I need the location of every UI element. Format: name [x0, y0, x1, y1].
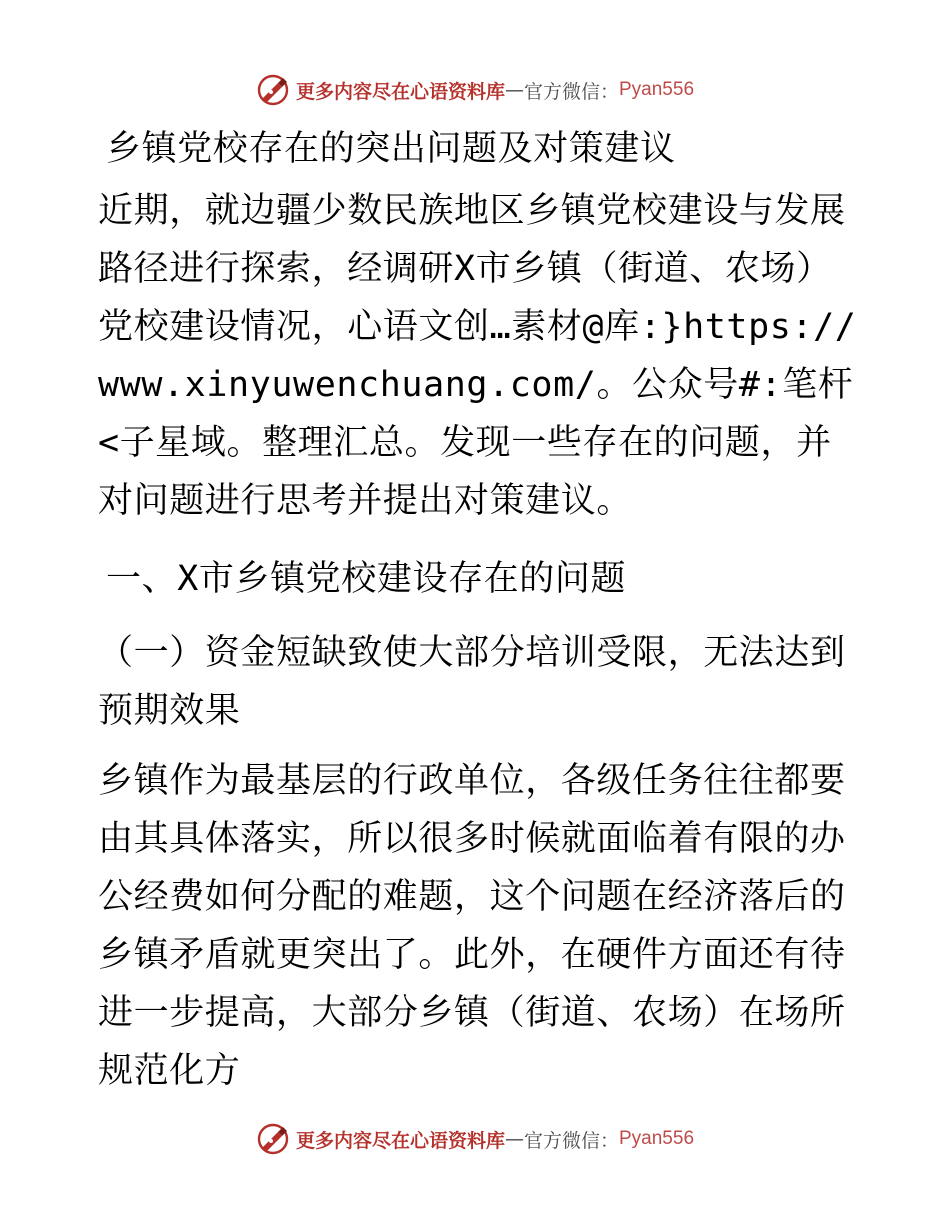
- banner-wechat-id: Pyan556: [619, 79, 695, 100]
- banner-wechat-label: 官方微信：: [523, 80, 619, 103]
- subsection-body-1: 乡镇作为最基层的行政单位，各级任务往往都要由其具体落实，所以很多时候就面临着有限的办公经费如何分配的难题，这个问题在经济落后的乡镇矛盾就更突出了。此外，在硬件方面还有待进一步提高，大部分乡镇（街道、农场）在场所规范化方: [98, 761, 846, 1091]
- section-heading-1: 一、X市乡镇党校建设存在的问题: [106, 559, 627, 599]
- banner-separator: —: [504, 1128, 524, 1150]
- document-body: [98, 120, 858, 1100]
- document-title: 乡镇党校存在的突出问题及对策建议: [106, 129, 676, 169]
- header-watermark-banner: [0, 73, 950, 107]
- banner-separator: —: [504, 79, 524, 101]
- banner-brand-text: 更多内容尽在心语资料库: [295, 1129, 505, 1152]
- pen-circle-logo-icon: [256, 1122, 290, 1156]
- subsection-heading-1: （一）资金短缺致使大部分培训受限，无法达到预期效果: [98, 633, 846, 731]
- intro-paragraph: 近期，就边疆少数民族地区乡镇党校建设与发展路径进行探索，经调研X市乡镇（街道、农场）党校建设情况，心语文创…素材@库:}https://www.xinyuwenchuang.com/。公众号#:笔杆<子星域。整理汇总。发现一些存在的问题，并对问题进行思考并提出对策建议。: [98, 191, 857, 521]
- pen-circle-logo-icon: [256, 73, 290, 107]
- banner-wechat-id: Pyan556: [619, 1128, 695, 1149]
- banner-brand-text: 更多内容尽在心语资料库: [295, 80, 505, 103]
- footer-watermark-banner: [0, 1122, 950, 1156]
- banner-wechat-label: 官方微信：: [523, 1129, 619, 1152]
